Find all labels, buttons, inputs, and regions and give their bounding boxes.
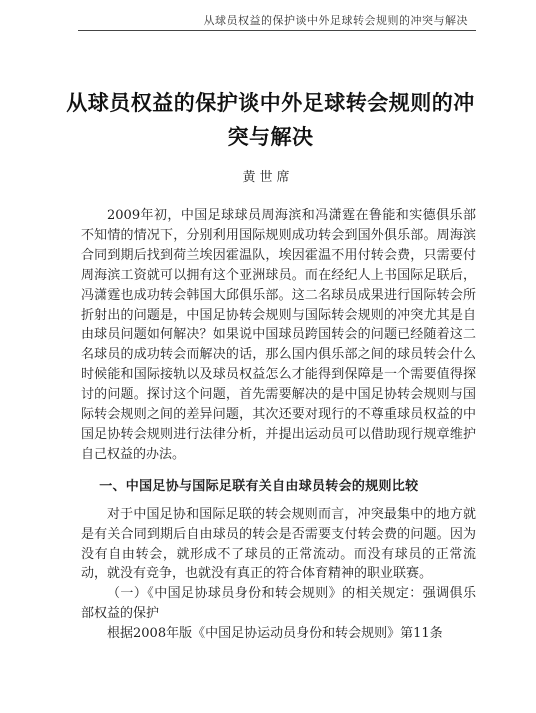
section-1-paragraph: 对于中国足协和国际足联的转会规则而言，冲突最集中的地方就是有关合同到期后自由球员的转会是否需要支付转会费的问题。因为没有自由转会，就形成不了球员的正常流动。而没有球员的正常流动，就没有竞争，也就没有真正的符合体育精神的职业联赛。 [81,506,476,582]
header-rule [78,30,476,31]
running-head: 从球员权益的保护谈中外足球转会规则的冲突与解决 [203,14,468,27]
intro-paragraph: 2009年初，中国足球球员周海滨和冯潇霆在鲁能和实德俱乐部不知情的情况下，分别利用国际规则成功转会到国外俱乐部。周海滨合同到期后找到荷兰埃因霍温队，埃因霍温不用付转会费，只需要付周海滨工资就可以拥有这个亚洲球员。而在经纪人上书国际足联后，冯潇霆也成功转会韩国大邱俱乐部。这二名球员成果进行国际转会所折射出的问题是，中国足协转会规则与国际转会规则的冲突尤其是自由球员问题如何解决？如果说中国球员跨国转会的问题已经随着这二名球员的成功转会而解决的话，那么国内俱乐部之间的球员转会什么时候能和国际接轨以及球员权益怎么才能得到保障是一个需要值得探讨的问题。探讨这个问题，首先需要解决的是中国足协转会规则与国际转会规则之间的差异问题，其次还要对现行的不尊重球员权益的中国足协转会规则进行法律分析，并提出运动员可以借助现行规章维护自己权益的办法。 [81,208,476,462]
article-body [81,206,476,644]
section-heading-1: 一、中国足协与国际足联有关自由球员转会的规则比较 [99,478,419,494]
author-name: 黄世席 [242,170,294,185]
sub-heading-1: （一）《中国足协球员身份和转会规则》的相关规定：强调俱乐部权益的保护 [81,586,476,622]
article-title: 从球员权益的保护谈中外足球转会规则的冲突与解决 [66,90,475,149]
section-1-paragraph-2: 根据2008年版《中国足协运动员身份和转会规则》第11条 [107,626,443,642]
